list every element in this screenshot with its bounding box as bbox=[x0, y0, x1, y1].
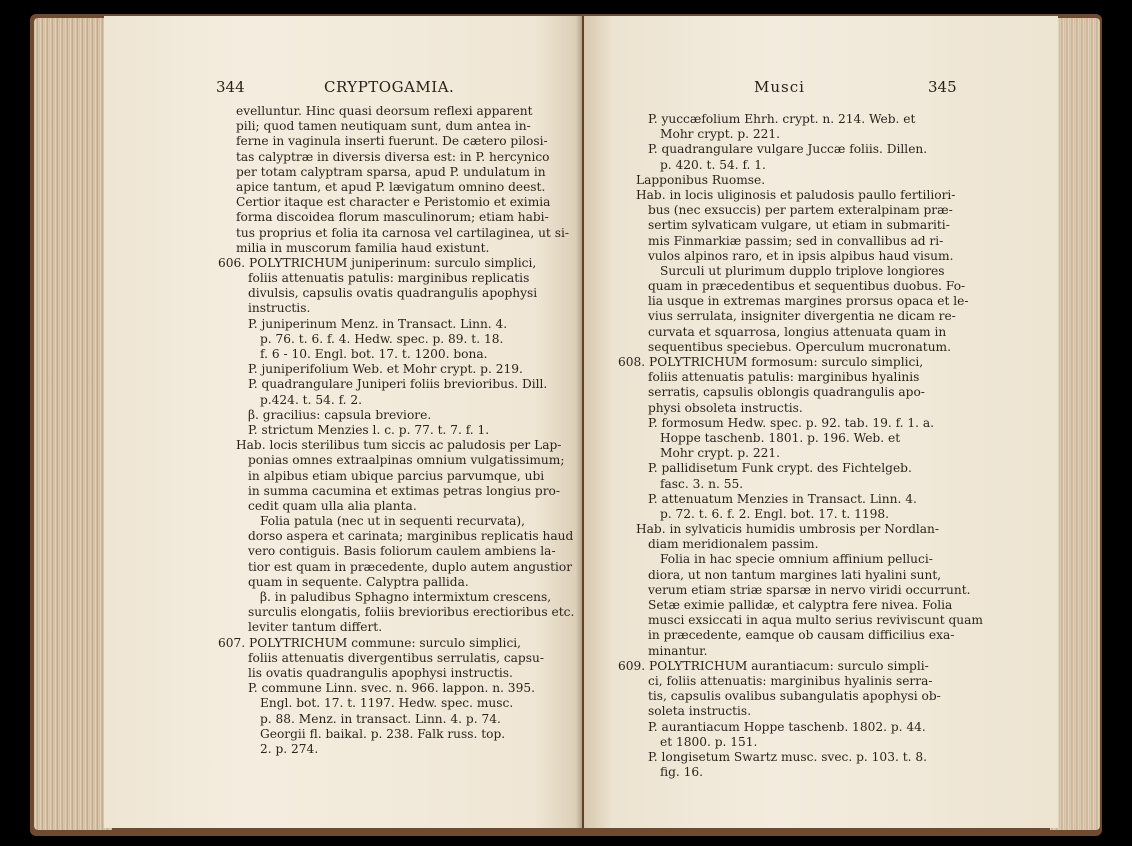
text-line: P. formosum Hedw. spec. p. 92. tab. 19. f. 1. a. bbox=[648, 415, 935, 430]
text-line: sequentibus speciebus. Operculum mucronatum. bbox=[648, 339, 951, 354]
right-page-number: 345 bbox=[928, 78, 957, 96]
text-line: divulsis, capsulis ovatis quadrangulis apophysi bbox=[248, 286, 538, 301]
text-line: in summa cacumina et extimas petras longius pro- bbox=[248, 483, 560, 498]
text-line: Mohr crypt. p. 221. bbox=[660, 446, 781, 461]
text-line: verum etiam striæ sparsæ in nervo viridi occurrunt. bbox=[648, 582, 971, 597]
text-line: per totam calyptram sparsa, apud P. undulatum in bbox=[236, 164, 546, 179]
text-line: Folia patula (nec ut in sequenti recurvata), bbox=[260, 514, 526, 529]
text-line: surculis elongatis, foliis brevioribus erectioribus etc. bbox=[248, 605, 575, 620]
text-line: Setæ eximie pallidæ, et calyptra fere nivea. Folia bbox=[648, 598, 953, 612]
text-line: 607. POLYTRICHUM commune: surculo simplici, bbox=[218, 635, 522, 650]
text-line: apice tantum, et apud P. lævigatum omnino deest. bbox=[236, 179, 546, 194]
text-line: lia usque in extremas margines prorsus opaca et le- bbox=[648, 294, 969, 309]
text-line: Folia in hac specie omnium affinium pelluci- bbox=[660, 552, 933, 567]
text-line: in alpibus etiam ubique parcius parvumque, ubi bbox=[248, 468, 545, 483]
text-line: diora, ut non tantum margines lati hyalini sunt, bbox=[648, 567, 942, 582]
text-line: ferne in vaginula inserti fuerunt. De cætero pilosi- bbox=[236, 134, 548, 149]
text-line: Surculi ut plurimum dupplo triplove longiores bbox=[660, 263, 945, 278]
text-line: β. in paludibus Sphagno intermixtum crescens, bbox=[260, 590, 552, 604]
text-line: diam meridionalem passim. bbox=[648, 537, 819, 552]
text-line: quam in præcedentibus et sequentibus duobus. Fo- bbox=[648, 279, 966, 294]
text-line: tas calyptræ in diversis diversa est: in P. hercynico bbox=[236, 149, 550, 164]
text-line: Hab. in locis uliginosis et paludosis paullo fertiliori- bbox=[636, 187, 956, 202]
text-line: P. juniperinum Menz. in Transact. Linn. 4. bbox=[248, 316, 508, 331]
text-line: f. 6 - 10. Engl. bot. 17. t. 1200. bona. bbox=[260, 347, 488, 361]
right-running-head: Musci bbox=[754, 78, 805, 96]
text-line: curvata et squarrosa, longius attenuata quam in bbox=[648, 324, 947, 339]
text-line: minantur. bbox=[648, 643, 708, 658]
text-line: vero contiguis. Basis foliorum caulem ambiens la- bbox=[248, 544, 556, 559]
right-page bbox=[584, 16, 1058, 828]
text-line: foliis attenuatis patulis: marginibus replicatis bbox=[248, 271, 530, 286]
left-page-text bbox=[218, 104, 574, 757]
text-line: p. 72. t. 6. f. 2. Engl. bot. 17. t. 1198. bbox=[660, 506, 890, 521]
text-line: musci exsiccati in aqua multo serius reviviscunt quam bbox=[648, 613, 983, 628]
left-running-head: CRYPTOGAMIA. bbox=[324, 78, 455, 96]
text-line: serratis, capsulis oblongis quadrangulis apo- bbox=[648, 385, 925, 400]
text-line: mis Finmarkiæ passim; sed in convallibus ad ri- bbox=[648, 233, 944, 248]
text-line: bus (nec exsuccis) per partem exteralpinam præ- bbox=[648, 203, 953, 218]
text-line: P. pallidisetum Funk crypt. des Fichtelgeb. bbox=[648, 461, 912, 476]
text-line: 606. POLYTRICHUM juniperinum: surculo simplici, bbox=[218, 255, 537, 270]
text-line: vulos alpinos raro, et in ipsis alpibus haud visum. bbox=[648, 248, 954, 263]
text-line: foliis attenuatis divergentibus serrulatis, capsu- bbox=[248, 650, 544, 665]
text-line: tior est quam in præcedente, duplo autem angustior bbox=[248, 559, 573, 574]
text-line: tus proprius et folia ita carnosa vel cartilaginea, ut si- bbox=[236, 225, 569, 240]
page-edges-left bbox=[34, 18, 112, 830]
text-line: 609. POLYTRICHUM aurantiacum: surculo simpli- bbox=[618, 658, 929, 673]
left-page-number: 344 bbox=[216, 78, 245, 96]
text-line: leviter tantum differt. bbox=[248, 620, 383, 635]
text-line: P. yuccæfolium Ehrh. crypt. n. 214. Web. et bbox=[648, 112, 916, 126]
text-line: et 1800. p. 151. bbox=[660, 734, 758, 749]
text-line: 608. POLYTRICHUM formosum: surculo simplici, bbox=[618, 355, 924, 369]
text-line: p.424. t. 54. f. 2. bbox=[260, 392, 363, 407]
text-line: P. quadrangulare vulgare Juccæ foliis. Dillen. bbox=[648, 142, 928, 157]
text-line: β. gracilius: capsula breviore. bbox=[248, 407, 432, 422]
text-line: milia in muscorum familia haud existunt. bbox=[236, 240, 490, 255]
text-line: p. 88. Menz. in transact. Linn. 4. p. 74. bbox=[260, 711, 501, 726]
text-line: P. quadrangulare Juniperi foliis brevioribus. Dill. bbox=[248, 377, 548, 392]
text-line: fasc. 3. n. 55. bbox=[660, 476, 744, 491]
text-line: Georgii fl. baikal. p. 238. Falk russ. top. bbox=[260, 726, 506, 741]
text-line: lis ovatis quadrangulis apophysi instructis. bbox=[248, 665, 513, 680]
text-line: p. 76. t. 6. f. 4. Hedw. spec. p. 89. t. 18. bbox=[260, 331, 504, 346]
text-line: physi obsoleta instructis. bbox=[648, 400, 803, 415]
left-page bbox=[104, 16, 582, 828]
right-page-text bbox=[618, 112, 983, 780]
text-line: P. attenuatum Menzies in Transact. Linn. 4. bbox=[648, 491, 917, 506]
text-line: P. strictum Menzies l. c. p. 77. t. 7. f. 1. bbox=[248, 422, 490, 437]
text-line: Mohr crypt. p. 221. bbox=[660, 127, 781, 142]
text-line: Hab. in sylvaticis humidis umbrosis per Nordlan- bbox=[636, 522, 940, 537]
text-line: foliis attenuatis patulis: marginibus hyalinis bbox=[648, 370, 920, 385]
text-line: dorso aspera et carinata; marginibus replicatis haud bbox=[248, 529, 574, 544]
text-line: Engl. bot. 17. t. 1197. Hedw. spec. musc. bbox=[260, 696, 514, 711]
text-line: soleta instructis. bbox=[648, 704, 752, 719]
text-line: in præcedente, eamque ob causam difficilius exa- bbox=[648, 628, 955, 643]
text-line: pili; quod tamen neutiquam sunt, dum antea in- bbox=[236, 119, 531, 134]
text-line: Hoppe taschenb. 1801. p. 196. Web. et bbox=[660, 430, 901, 445]
text-line: instructis. bbox=[248, 301, 311, 316]
text-line: quam in sequente. Calyptra pallida. bbox=[248, 574, 469, 589]
text-line: P. commune Linn. svec. n. 966. lappon. n. 395. bbox=[248, 681, 535, 696]
text-line: P. juniperifolium Web. et Mohr crypt. p. 219. bbox=[248, 362, 523, 377]
text-line: Hab. locis sterilibus tum siccis ac paludosis per Lap- bbox=[236, 438, 562, 453]
text-line: Certior itaque est character e Peristomio et eximia bbox=[236, 195, 551, 210]
text-line: fig. 16. bbox=[660, 765, 704, 780]
text-line: ponias omnes extraalpinas omnium vulgatissimum; bbox=[248, 453, 565, 468]
text-line: 2. p. 274. bbox=[260, 741, 319, 756]
text-line: evelluntur. Hinc quasi deorsum reflexi apparent bbox=[236, 104, 533, 118]
text-line: P. aurantiacum Hoppe taschenb. 1802. p. 44. bbox=[648, 719, 926, 734]
text-line: p. 420. t. 54. f. 1. bbox=[660, 157, 766, 172]
text-line: tis, capsulis ovalibus subangulatis apophysi ob- bbox=[648, 689, 941, 704]
text-line: P. longisetum Swartz musc. svec. p. 103. t. 8. bbox=[648, 749, 927, 764]
text-line: cedit quam ulla alia planta. bbox=[248, 498, 417, 513]
text-line: forma discoidea florum masculinorum; etiam habi- bbox=[236, 210, 549, 225]
text-line: sertim sylvaticam vulgare, ut etiam in submariti- bbox=[648, 218, 950, 233]
text-line: ci, foliis attenuatis: marginibus hyalinis serra- bbox=[648, 673, 933, 688]
text-line: Lapponibus Ruomse. bbox=[636, 172, 766, 187]
text-line: vius serrulata, insigniter divergentia ne dicam re- bbox=[648, 309, 956, 324]
